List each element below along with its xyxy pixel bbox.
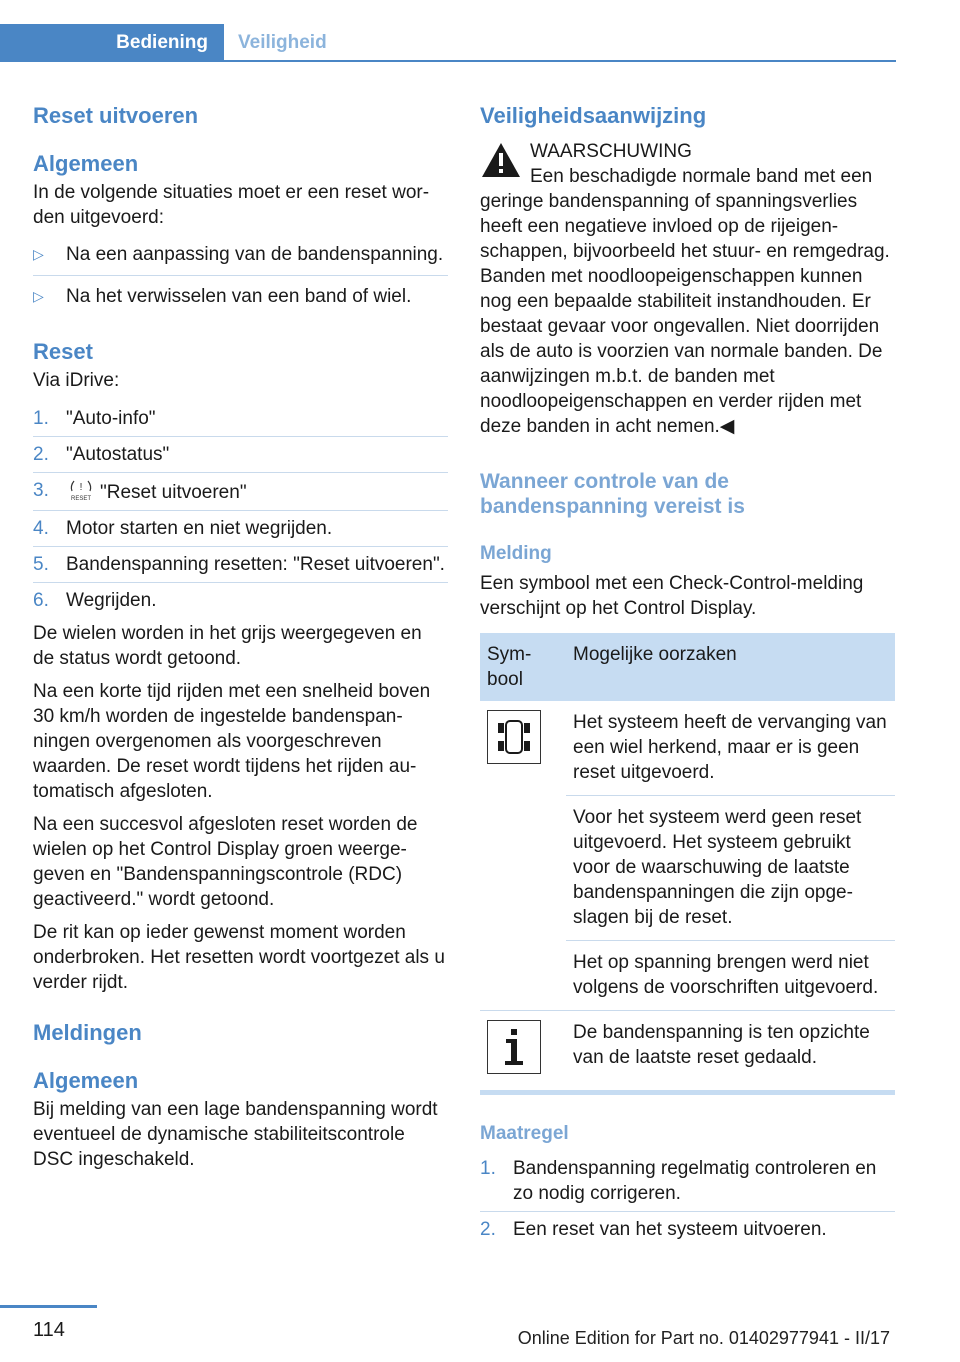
left-column bbox=[33, 100, 448, 1172]
list-item: 5. Bandenspanning resetten: "Reset uitvoeren". bbox=[33, 547, 448, 583]
table-row bbox=[480, 1011, 895, 1091]
heading-check-required: Wanneer controle van de bandenspanning vereist is bbox=[480, 470, 745, 518]
tab-bediening[interactable]: Bediening bbox=[0, 24, 224, 62]
footer-rule bbox=[0, 1305, 97, 1308]
cause-text: De bandenspanning is ten opzichte van de laatste reset gedaald. bbox=[573, 1022, 870, 1068]
list-item: 2. Een reset van het systeem uitvoeren. bbox=[480, 1219, 827, 1240]
heading-message: Melding bbox=[480, 543, 552, 564]
cause-text: Het op spanning brengen werd niet volgens de voorschriften uitgevoerd. bbox=[566, 941, 895, 1011]
header-rule bbox=[0, 60, 896, 62]
section-title-messages: Meldingen bbox=[33, 1020, 142, 1045]
info-icon bbox=[487, 1020, 541, 1074]
right-column bbox=[480, 100, 895, 1247]
tire-pressure-reset-icon bbox=[66, 478, 96, 502]
heading-general: Algemeen bbox=[33, 151, 139, 176]
heading-messages-general: Algemeen bbox=[33, 1068, 139, 1093]
general-intro: In de volgende situaties moet er een reset worden uitgevoerd: bbox=[33, 182, 430, 228]
heading-reset: Reset bbox=[33, 339, 93, 364]
messages-text: Bij melding van een lage bandenspanning wordt eventueel de dynamische stabiliteitscontrole DSC ingeschakeld. bbox=[33, 1099, 438, 1170]
cause-text: Het systeem heeft de vervanging van een wiel herkend, maar er is geen reset uitgevoerd. bbox=[566, 701, 895, 796]
svg-text:!: ! bbox=[79, 482, 83, 493]
cause-text: Voor het systeem werd geen reset uitgevoerd. Het systeem gebruikt voor de waarschuwing de laatste bandenspanningen die zijn opgeslagen bij de reset. bbox=[566, 796, 895, 941]
reset-steps bbox=[33, 401, 448, 618]
list-item: 4. Motor starten en niet wegrijden. bbox=[33, 511, 448, 547]
list-item: 6. Wegrijden. bbox=[33, 590, 157, 611]
paragraph: De rit kan op ieder gewenst moment worden onderbroken. Het resetten wordt voortgezet als u verder rijdt. bbox=[33, 922, 445, 993]
paragraph: Na een korte tijd rijden met een snelheid boven 30 km/h worden de ingestelde bandenspanningen overgenomen als voorgeschreven waarden. De reset wordt tijdens het rijden automatisch afgesloten. bbox=[33, 681, 431, 802]
list-item: 3. ! RESET "Reset uitvoeren" bbox=[33, 473, 448, 511]
message-text: Een symbool met een Check-Control-melding verschijnt op het Control Display. bbox=[480, 573, 864, 619]
warning-text: Een beschadigde normale band met een geringe bandenspanning of spanningsverlies heeft een negatieve invloed op de rijeigenschappen, bijvoorbeeld het stuur- en remgedrag. Banden met noodloopeigenschappen kunnen nog een bepaalde stabiliteit instandhouden. Er bestaat gevaar voor ongevallen. Niet doorrijden als de auto is voorzien van normale banden. De aanwijzingen m.b.t. de banden met noodloopeigenschappen en verder rijden met deze banden in acht nemen.◀ bbox=[480, 166, 890, 437]
bullet-triangle-icon: ▷ bbox=[33, 246, 44, 262]
bullet-triangle-icon: ▷ bbox=[33, 288, 44, 304]
svg-text:RESET: RESET bbox=[70, 496, 92, 502]
measure-list bbox=[480, 1151, 895, 1247]
warning-block bbox=[480, 139, 895, 439]
list-item: ▷ Na het verwisselen van een band of wiel. bbox=[33, 286, 412, 307]
list-item: ▷ Na een aanpassing van de bandenspanning. bbox=[33, 234, 448, 276]
symbol-table bbox=[480, 633, 895, 1090]
general-list bbox=[33, 234, 448, 317]
car-wheels-icon bbox=[487, 710, 541, 764]
list-item: 2. "Autostatus" bbox=[33, 437, 448, 473]
edition-text: Online Edition for Part no. 01402977941 - II/17 bbox=[517, 1328, 890, 1348]
paragraph: De wielen worden in het grijs weergegeven en de status wordt getoond. bbox=[33, 623, 422, 669]
table-header-causes: Mogelijke oorzaken bbox=[566, 633, 895, 701]
warning-title: WAARSCHUWING bbox=[530, 141, 692, 162]
paragraph: Na een succesvol afgesloten reset worden de wielen op het Control Display groen weergegeven en "Bandenspanningscontrole (RDC) geactiveerd." wordt getoond. bbox=[33, 814, 418, 910]
tab-veiligheid[interactable]: Veiligheid bbox=[238, 32, 327, 53]
section-title-reset: Reset uitvoeren bbox=[33, 103, 199, 128]
list-item: 1. "Auto-info" bbox=[33, 401, 448, 437]
table-bottom-rule bbox=[480, 1090, 895, 1095]
heading-safety: Veiligheidsaanwijzing bbox=[480, 103, 707, 128]
table-row bbox=[480, 701, 895, 796]
heading-measure: Maatregel bbox=[480, 1123, 569, 1144]
list-item: 1. Bandenspanning regelmatig controleren en zo nodig corrigeren. bbox=[480, 1151, 895, 1212]
warning-triangle-icon bbox=[480, 141, 522, 179]
table-header-symbol: Symbool bbox=[480, 633, 566, 701]
reset-intro: Via iDrive: bbox=[33, 370, 120, 391]
page-number: 114 bbox=[33, 1319, 65, 1341]
